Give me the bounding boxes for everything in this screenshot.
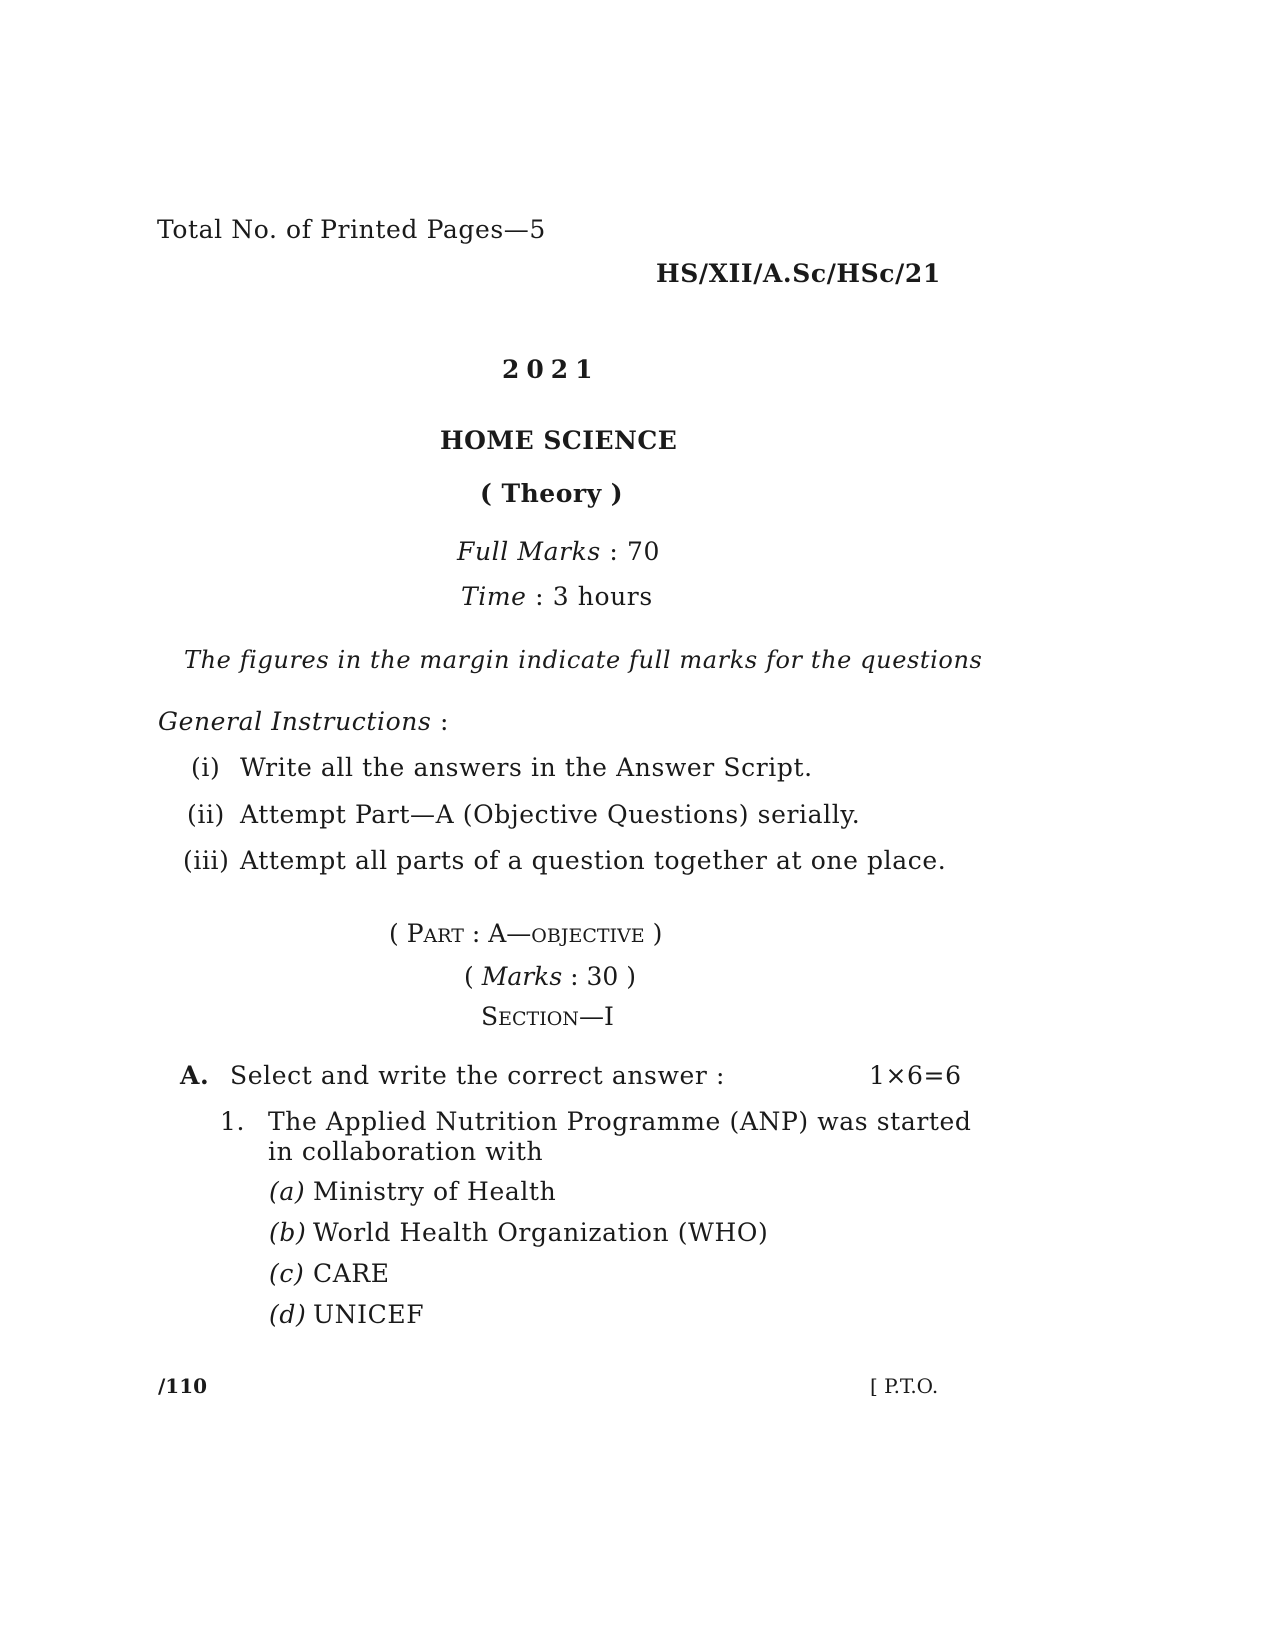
question-1-line1: The Applied Nutrition Programme (ANP) was started — [268, 1107, 972, 1136]
question-a-marks: 1×6=6 — [869, 1061, 962, 1090]
part-a-heading — [389, 919, 662, 948]
instruction-num-3: (iii) — [183, 846, 230, 875]
option-b-text: World Health Organization (WHO) — [313, 1218, 769, 1247]
full-marks — [457, 537, 660, 566]
total-pages: Total No. of Printed Pages—5 — [157, 215, 546, 244]
part-close-paren: ) — [652, 919, 663, 948]
instruction-text-2: Attempt Part—A (Objective Questions) serially. — [240, 800, 861, 829]
option-a-key: (a) — [269, 1177, 306, 1206]
part-marks-label: Marks — [481, 962, 563, 991]
part-marks-open: ( — [464, 962, 474, 991]
instruction-num-2: (ii) — [187, 800, 225, 829]
instructions-heading-colon: : — [439, 707, 449, 736]
option-c-text: CARE — [313, 1259, 390, 1288]
section-suffix: —I — [578, 1002, 614, 1031]
time-label: Time — [461, 582, 527, 611]
question-1-line2: in collaboration with — [268, 1137, 544, 1166]
part-marks — [464, 962, 636, 991]
paper-type: ( Theory ) — [480, 479, 624, 508]
part-rest: ART — [423, 925, 464, 947]
time-value: : 3 hours — [535, 582, 653, 611]
option-a-text: Ministry of Health — [313, 1177, 557, 1206]
part-objective: OBJECTIVE — [531, 925, 645, 947]
section-heading — [481, 1002, 614, 1031]
margin-note: The figures in the margin indicate full marks for the questions — [184, 646, 983, 674]
part-mid: : A— — [463, 919, 532, 948]
instructions-heading — [158, 707, 449, 736]
question-a-prompt: Select and write the correct answer : — [230, 1061, 725, 1090]
time-allowed — [461, 582, 653, 611]
option-d-text: UNICEF — [313, 1300, 425, 1329]
instruction-text-3: Attempt all parts of a question together at one place. — [240, 846, 947, 875]
instruction-text-1: Write all the answers in the Answer Script. — [240, 753, 813, 782]
exam-year: 2021 — [502, 355, 600, 384]
full-marks-label: Full Marks — [457, 537, 601, 566]
part-p: P — [406, 919, 424, 948]
page-code: /110 — [158, 1374, 208, 1398]
option-c-key: (c) — [269, 1259, 305, 1288]
section-rest: ECTION — [498, 1008, 579, 1030]
part-open-paren: ( — [389, 919, 399, 948]
option-b-key: (b) — [269, 1218, 307, 1247]
instruction-num-1: (i) — [191, 753, 221, 782]
question-a-label: A. — [180, 1061, 210, 1090]
part-marks-value: : 30 ) — [570, 962, 636, 991]
subject-title: HOME SCIENCE — [440, 426, 678, 455]
full-marks-value: : 70 — [609, 537, 660, 566]
question-1-num: 1. — [220, 1107, 246, 1136]
paper-code: HS/XII/A.Sc/HSc/21 — [656, 259, 941, 288]
instructions-heading-label: General Instructions — [158, 707, 432, 736]
section-s: S — [481, 1002, 499, 1031]
pto-label: [ P.T.O. — [870, 1374, 939, 1398]
option-d-key: (d) — [269, 1300, 307, 1329]
